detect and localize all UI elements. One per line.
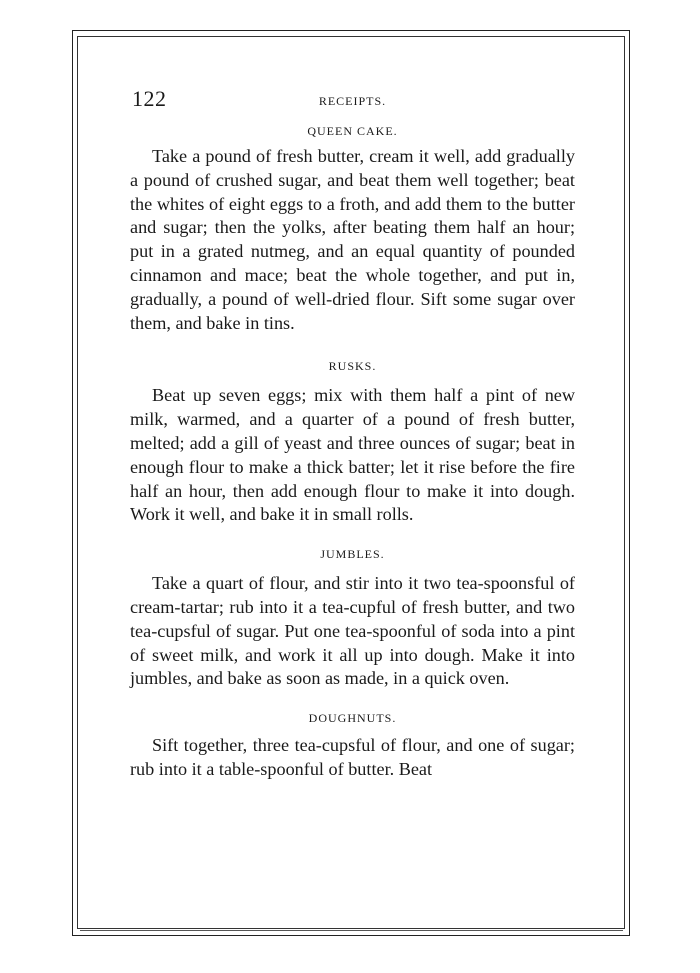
running-head [130,86,575,114]
recipe-text-doughnuts: Sift together, three tea-cupsful of flour, and one of sugar; rub into it a table-spoonful of butter. Beat [130,735,575,779]
recipe-text-rusks: Beat up seven eggs; mix with them half a pint of new milk, warmed, and a quarter of a pound of fresh butter, melted; add a gill of yeast and three ounces of sugar; beat in enough flour to make a thick batter; let it rise before the fire half an hour, then add enough flour to make it into dough. Work it well, and bake it in small rolls. [130,385,575,525]
page-content [130,86,575,782]
recipe-text-queen-cake: Take a pound of fresh butter, cream it well, add gradually a pound of crushed sugar, and beat them well together; beat the whites of eight eggs to a froth, and add them to the butter and sugar; then the yolks, after beating them half an hour; put in a grated nutmeg, and an equal quantity of pounded cinnamon and mace; beat the whole together, and put in, gradually, a pound of well-dried flour. Sift some sugar over them, and bake in tins. [130,146,575,333]
running-title: RECEIPTS. [318,94,387,108]
recipe-title-queen-cake: QUEEN CAKE. [307,124,398,138]
recipe-title-jumbles: JUMBLES. [320,547,385,562]
recipe-title-doughnuts: DOUGHNUTS. [308,711,397,726]
page-number: 122 [132,86,167,111]
recipe-text-jumbles: Take a quart of flour, and stir into it two tea-spoonsful of cream-tartar; rub into it a tea-cupful of fresh butter, and two tea-cupsful of sugar. Put one tea-spoonful of soda into a pint of sweet milk, and work it all up into dough. Make it into jumbles, and bake as soon as made, in a quick oven. [130,573,575,689]
recipe-title-rusks: RUSKS. [328,359,377,374]
bottom-rule [80,930,623,931]
